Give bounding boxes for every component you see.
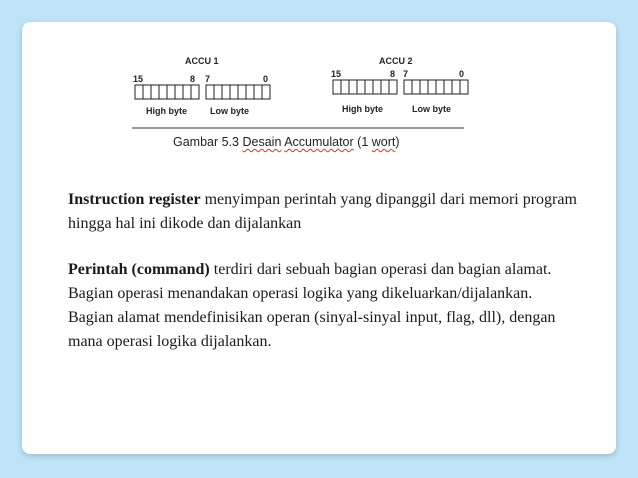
- accu2-title: ACCU 2: [379, 56, 413, 66]
- caption-word-accumulator: Accumulator: [284, 135, 354, 149]
- accu2-low-byte-cells: [404, 80, 468, 94]
- paragraph-perintah-command: [68, 258, 578, 354]
- accu1-low-byte-cells: [206, 85, 270, 99]
- accu2-bit-0: 0: [459, 69, 465, 79]
- accu2-low-byte-label: Low byte: [412, 104, 452, 114]
- paragraph-instruction-register: [68, 188, 578, 236]
- caption-word-wort: wort: [371, 135, 396, 149]
- paragraph-1-text: menyimpan perintah yang dipanggil dari memori program hingga hal ini dikode dan dijalankan: [68, 191, 577, 232]
- accu2-high-byte-cells: [333, 80, 397, 94]
- accu1-title: ACCU 1: [185, 56, 219, 66]
- accu2-high-byte-label: High byte: [342, 104, 384, 114]
- paragraph-2-text: terdiri dari sebuah bagian operasi dan bagian alamat. Bagian operasi menandakan operasi logika yang dikeluarkan/dijalankan. Bagian alamat mendefinisikan operan (sinyal-sinyal input, flag, dll), dengan mana operasi logika dijalankan.: [68, 261, 556, 350]
- accu1-bit-0: 0: [263, 74, 269, 84]
- accu1-bit-15: 15: [133, 74, 144, 84]
- accu2-register: [331, 56, 468, 114]
- accu2-bit-15: 15: [331, 69, 342, 79]
- slide: [22, 22, 616, 454]
- accu1-high-byte-cells: [135, 85, 199, 99]
- caption-prefix: Gambar: [173, 135, 219, 149]
- figure-caption: [173, 135, 400, 149]
- caption-close: ): [395, 135, 400, 149]
- accu1-register: [133, 56, 270, 116]
- accu1-low-byte-label: Low byte: [210, 106, 250, 116]
- accu2-bit-8: 8: [390, 69, 396, 79]
- caption-word-desain: Desain: [242, 135, 282, 149]
- accu1-bit-8: 8: [190, 74, 196, 84]
- paragraph-1-term: Instruction register: [68, 191, 201, 208]
- paragraph-2-term: Perintah (command): [68, 261, 210, 278]
- caption-paren: (1: [353, 135, 372, 149]
- accu1-high-byte-label: High byte: [146, 106, 188, 116]
- caption-number: 5.3: [218, 135, 243, 149]
- accu1-bit-7: 7: [205, 74, 211, 84]
- accu2-bit-7: 7: [403, 69, 409, 79]
